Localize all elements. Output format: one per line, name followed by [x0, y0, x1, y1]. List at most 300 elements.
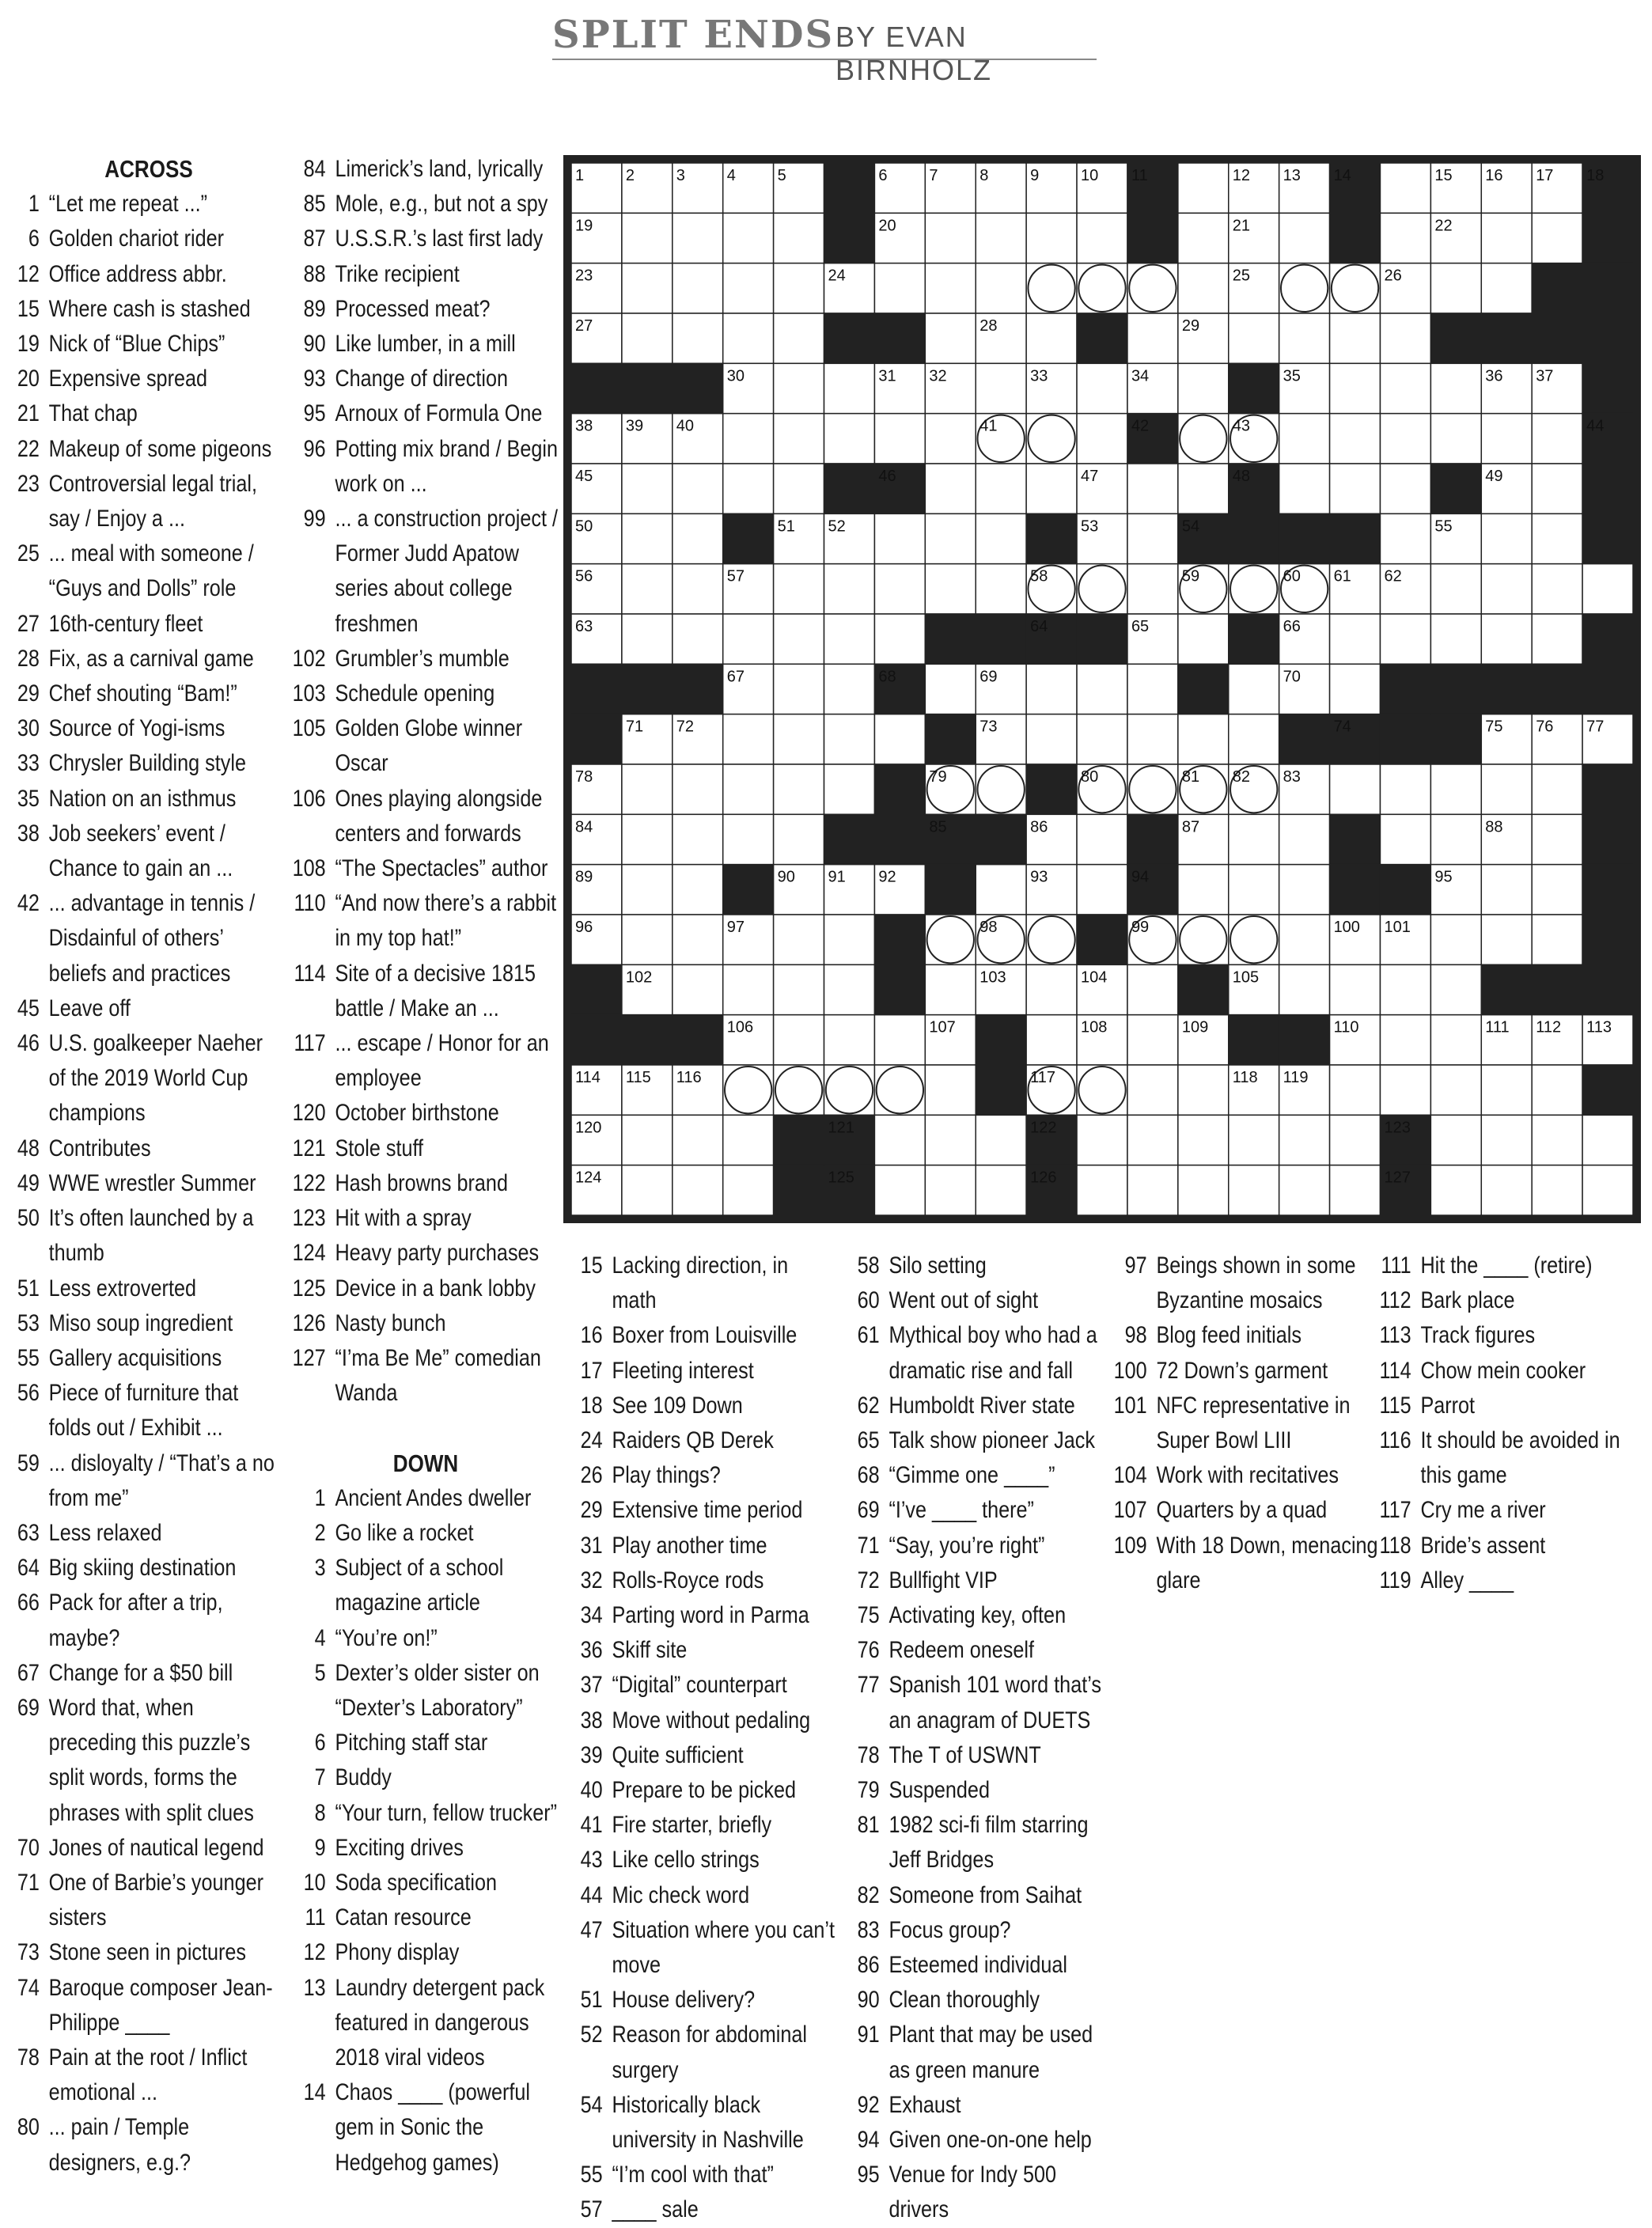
grid-cell[interactable]	[774, 614, 824, 664]
clue-item[interactable]	[14, 1341, 283, 1376]
grid-cell[interactable]	[673, 464, 723, 513]
grid-cell[interactable]	[1077, 714, 1127, 764]
clue-item[interactable]	[845, 1983, 1114, 2018]
clue-item[interactable]	[291, 1201, 560, 1236]
grid-cell[interactable]	[622, 213, 673, 263]
clue-item[interactable]	[14, 1446, 283, 1516]
grid-cell[interactable]	[976, 865, 1026, 915]
grid-cell[interactable]	[1481, 1115, 1532, 1165]
grid-cell[interactable]	[622, 915, 673, 964]
clue-item[interactable]	[568, 1458, 835, 1493]
clue-item[interactable]	[845, 2158, 1114, 2227]
grid-cell[interactable]	[1532, 464, 1582, 513]
grid-cell[interactable]	[673, 313, 723, 363]
clue-item[interactable]	[845, 1633, 1114, 1668]
grid-cell[interactable]	[1178, 213, 1229, 263]
grid-cell[interactable]	[774, 263, 824, 313]
grid-cell[interactable]	[1127, 764, 1178, 814]
clue-item[interactable]	[14, 1026, 283, 1131]
clue-item[interactable]	[14, 886, 283, 991]
grid-cell[interactable]	[1532, 865, 1582, 915]
clue-item[interactable]	[14, 782, 283, 817]
clue-item[interactable]	[845, 1948, 1114, 1983]
grid-cell[interactable]	[1330, 414, 1381, 464]
grid-cell[interactable]	[874, 1115, 925, 1165]
grid-cell[interactable]	[1178, 263, 1229, 313]
grid-cell[interactable]	[1532, 1165, 1582, 1215]
clue-item[interactable]	[14, 746, 283, 781]
grid-cell[interactable]	[925, 414, 976, 464]
grid-cell[interactable]	[1127, 313, 1178, 363]
grid-cell[interactable]	[774, 313, 824, 363]
grid-cell[interactable]	[1229, 664, 1279, 714]
clue-item[interactable]	[14, 1271, 283, 1306]
grid-cell[interactable]	[723, 414, 774, 464]
grid-cell[interactable]	[673, 513, 723, 563]
grid-cell[interactable]	[1127, 1115, 1178, 1165]
grid-cell[interactable]	[1178, 1065, 1229, 1115]
clue-item[interactable]	[14, 1201, 283, 1271]
grid-cell[interactable]	[1481, 213, 1532, 263]
grid-cell[interactable]	[723, 964, 774, 1014]
grid-cell[interactable]	[824, 664, 875, 714]
grid-cell[interactable]	[673, 764, 723, 814]
grid-cell[interactable]	[824, 915, 875, 964]
grid-cell[interactable]	[1127, 1165, 1178, 1215]
clue-item[interactable]	[568, 1808, 835, 1843]
clue-item[interactable]	[291, 1096, 560, 1131]
clue-item[interactable]	[568, 1598, 835, 1633]
clue-item[interactable]	[14, 1935, 283, 1970]
grid-cell[interactable]	[1077, 363, 1127, 413]
clue-item[interactable]	[14, 2110, 283, 2180]
clue-item[interactable]	[291, 222, 560, 256]
clue-item[interactable]	[14, 1656, 283, 1691]
grid-cell[interactable]	[774, 414, 824, 464]
grid-cell[interactable]	[1380, 464, 1430, 513]
clue-item[interactable]	[845, 1423, 1114, 1458]
grid-cell[interactable]	[723, 213, 774, 263]
clue-item[interactable]	[291, 1726, 560, 1760]
clue-item[interactable]	[291, 1796, 560, 1831]
clue-item[interactable]	[291, 502, 560, 642]
clue-item[interactable]	[14, 327, 283, 362]
grid-cell[interactable]	[622, 313, 673, 363]
clue-item[interactable]	[568, 2158, 835, 2192]
grid-cell[interactable]	[1430, 1115, 1481, 1165]
grid-cell[interactable]	[1532, 564, 1582, 614]
grid-cell[interactable]	[1481, 865, 1532, 915]
grid-cell[interactable]	[1330, 263, 1381, 313]
grid-cell[interactable]	[1582, 1115, 1633, 1165]
grid-cell[interactable]	[925, 464, 976, 513]
grid-cell[interactable]	[874, 414, 925, 464]
grid-cell[interactable]	[1178, 163, 1229, 213]
clue-item[interactable]	[1377, 1249, 1642, 1283]
grid-cell[interactable]	[1127, 464, 1178, 513]
clue-item[interactable]	[1112, 1493, 1381, 1528]
grid-cell[interactable]	[1330, 764, 1381, 814]
clue-item[interactable]	[291, 1831, 560, 1866]
clue-item[interactable]	[845, 2123, 1114, 2158]
clue-item[interactable]	[291, 152, 560, 187]
grid-cell[interactable]	[1127, 513, 1178, 563]
grid-cell[interactable]	[1380, 1015, 1430, 1065]
clue-item[interactable]	[291, 676, 560, 711]
clue-item[interactable]	[845, 1493, 1114, 1528]
grid-cell[interactable]	[925, 1065, 976, 1115]
grid-cell[interactable]	[1077, 263, 1127, 313]
clue-item[interactable]	[291, 886, 560, 956]
grid-cell[interactable]	[1077, 814, 1127, 864]
clue-item[interactable]	[568, 1354, 835, 1389]
clue-item[interactable]	[291, 1026, 560, 1096]
clue-item[interactable]	[1377, 1423, 1642, 1493]
grid-cell[interactable]	[874, 263, 925, 313]
grid-cell[interactable]	[1178, 1115, 1229, 1165]
grid-cell[interactable]	[1532, 915, 1582, 964]
clue-item[interactable]	[291, 1551, 560, 1620]
grid-cell[interactable]	[1229, 814, 1279, 864]
grid-cell[interactable]	[1481, 915, 1532, 964]
clue-item[interactable]	[291, 1656, 560, 1726]
grid-cell[interactable]	[1481, 764, 1532, 814]
grid-cell[interactable]	[976, 363, 1026, 413]
clue-item[interactable]	[845, 1598, 1114, 1633]
clue-item[interactable]	[291, 1935, 560, 1970]
grid-cell[interactable]	[1077, 1115, 1127, 1165]
clue-item[interactable]	[1377, 1493, 1642, 1528]
clue-item[interactable]	[14, 2040, 283, 2110]
grid-cell[interactable]	[1127, 263, 1178, 313]
clue-item[interactable]	[14, 642, 283, 676]
clue-item[interactable]	[845, 1773, 1114, 1808]
clue-item[interactable]	[14, 432, 283, 467]
grid-cell[interactable]	[1229, 564, 1279, 614]
grid-cell[interactable]	[1178, 363, 1229, 413]
clue-item[interactable]	[568, 1389, 835, 1423]
clue-item[interactable]	[1112, 1318, 1381, 1353]
clue-item[interactable]	[291, 1760, 560, 1795]
grid-cell[interactable]	[1481, 414, 1532, 464]
clue-item[interactable]	[291, 957, 560, 1026]
clue-item[interactable]	[291, 1341, 560, 1411]
grid-cell[interactable]	[1127, 664, 1178, 714]
grid-cell[interactable]	[1430, 915, 1481, 964]
clue-item[interactable]	[845, 1808, 1114, 1878]
clue-item[interactable]	[14, 1131, 283, 1166]
grid-cell[interactable]	[1026, 213, 1077, 263]
grid-cell[interactable]	[622, 513, 673, 563]
grid-cell[interactable]	[673, 1165, 723, 1215]
grid-cell[interactable]	[1380, 513, 1430, 563]
clue-item[interactable]	[291, 432, 560, 502]
grid-cell[interactable]	[723, 464, 774, 513]
grid-cell[interactable]	[1330, 964, 1381, 1014]
clue-item[interactable]	[845, 1913, 1114, 1948]
grid-cell[interactable]	[1430, 1065, 1481, 1115]
clue-item[interactable]	[291, 1971, 560, 2076]
grid-cell[interactable]	[1127, 1015, 1178, 1065]
grid-cell[interactable]	[874, 564, 925, 614]
clue-item[interactable]	[568, 1249, 835, 1318]
grid-cell[interactable]	[1178, 464, 1229, 513]
clue-item[interactable]	[568, 1423, 835, 1458]
clue-item[interactable]	[291, 362, 560, 396]
grid-cell[interactable]	[774, 1015, 824, 1065]
grid-cell[interactable]	[1532, 513, 1582, 563]
grid-cell[interactable]	[1532, 614, 1582, 664]
grid-cell[interactable]	[774, 964, 824, 1014]
grid-cell[interactable]	[1077, 1165, 1127, 1215]
clue-item[interactable]	[14, 1516, 283, 1551]
grid-cell[interactable]	[925, 1165, 976, 1215]
clue-item[interactable]	[291, 1516, 560, 1551]
grid-cell[interactable]	[925, 964, 976, 1014]
clue-item[interactable]	[1377, 1283, 1642, 1318]
clue-item[interactable]	[14, 396, 283, 431]
grid-cell[interactable]	[1582, 1165, 1633, 1215]
clue-item[interactable]	[14, 817, 283, 886]
clue-item[interactable]	[568, 1529, 835, 1563]
grid-cell[interactable]	[723, 814, 774, 864]
grid-cell[interactable]	[874, 513, 925, 563]
grid-cell[interactable]	[723, 1065, 774, 1115]
grid-cell[interactable]	[723, 1165, 774, 1215]
clue-item[interactable]	[291, 2075, 560, 2181]
grid-cell[interactable]	[976, 213, 1026, 263]
clue-item[interactable]	[14, 1586, 283, 1655]
grid-cell[interactable]	[1229, 714, 1279, 764]
clue-item[interactable]	[845, 1668, 1114, 1737]
grid-cell[interactable]	[1330, 664, 1381, 714]
grid-cell[interactable]	[1026, 714, 1077, 764]
grid-cell[interactable]	[1229, 865, 1279, 915]
grid-cell[interactable]	[622, 865, 673, 915]
grid-cell[interactable]	[1178, 1165, 1229, 1215]
clue-item[interactable]	[845, 1389, 1114, 1423]
grid-cell[interactable]	[1279, 263, 1330, 313]
grid-cell[interactable]	[1026, 964, 1077, 1014]
clue-item[interactable]	[1112, 1354, 1381, 1389]
clue-item[interactable]	[845, 1283, 1114, 1318]
grid-cell[interactable]	[1127, 964, 1178, 1014]
grid-cell[interactable]	[1430, 263, 1481, 313]
grid-cell[interactable]	[824, 614, 875, 664]
clue-item[interactable]	[291, 327, 560, 362]
clue-item[interactable]	[291, 396, 560, 431]
grid-cell[interactable]	[1380, 363, 1430, 413]
grid-cell[interactable]	[824, 764, 875, 814]
clue-item[interactable]	[14, 1306, 283, 1341]
grid-cell[interactable]	[774, 915, 824, 964]
grid-cell[interactable]	[1279, 1165, 1330, 1215]
grid-cell[interactable]	[874, 1015, 925, 1065]
grid-cell[interactable]	[622, 1165, 673, 1215]
grid-cell[interactable]	[824, 714, 875, 764]
grid-cell[interactable]	[1026, 313, 1077, 363]
grid-cell[interactable]	[1178, 915, 1229, 964]
grid-cell[interactable]	[1279, 213, 1330, 263]
grid-cell[interactable]	[1481, 263, 1532, 313]
grid-cell[interactable]	[1279, 414, 1330, 464]
clue-item[interactable]	[568, 1703, 835, 1738]
grid-cell[interactable]	[1279, 915, 1330, 964]
clue-item[interactable]	[1112, 1389, 1381, 1458]
grid-cell[interactable]	[1279, 1115, 1330, 1165]
grid-cell[interactable]	[925, 313, 976, 363]
grid-cell[interactable]	[1330, 464, 1381, 513]
grid-cell[interactable]	[1330, 1065, 1381, 1115]
grid-cell[interactable]	[673, 213, 723, 263]
grid-cell[interactable]	[774, 564, 824, 614]
clue-item[interactable]	[1112, 1529, 1381, 1598]
grid-cell[interactable]	[1279, 814, 1330, 864]
clue-item[interactable]	[291, 257, 560, 292]
clue-item[interactable]	[845, 2088, 1114, 2123]
grid-cell[interactable]	[774, 363, 824, 413]
grid-cell[interactable]	[1380, 614, 1430, 664]
grid-cell[interactable]	[673, 915, 723, 964]
grid-cell[interactable]	[976, 263, 1026, 313]
grid-cell[interactable]	[1077, 1065, 1127, 1115]
clue-item[interactable]	[845, 1738, 1114, 1773]
grid-cell[interactable]	[1127, 714, 1178, 764]
grid-cell[interactable]	[1380, 814, 1430, 864]
grid-cell[interactable]	[774, 664, 824, 714]
grid-cell[interactable]	[1330, 614, 1381, 664]
clue-item[interactable]	[291, 1900, 560, 1935]
grid-cell[interactable]	[1026, 915, 1077, 964]
grid-cell[interactable]	[723, 313, 774, 363]
grid-cell[interactable]	[1380, 964, 1430, 1014]
grid-cell[interactable]	[1481, 614, 1532, 664]
clue-item[interactable]	[291, 1271, 560, 1306]
clue-item[interactable]	[14, 676, 283, 711]
grid-cell[interactable]	[925, 263, 976, 313]
grid-cell[interactable]	[976, 764, 1026, 814]
grid-cell[interactable]	[874, 714, 925, 764]
clue-item[interactable]	[14, 711, 283, 746]
grid-cell[interactable]	[1430, 1165, 1481, 1215]
clue-item[interactable]	[1377, 1354, 1642, 1389]
clue-item[interactable]	[845, 1529, 1114, 1563]
clue-item[interactable]	[291, 292, 560, 327]
grid-cell[interactable]	[723, 714, 774, 764]
grid-cell[interactable]	[976, 1115, 1026, 1165]
clue-item[interactable]	[568, 2018, 835, 2087]
clue-item[interactable]	[14, 187, 283, 222]
clue-item[interactable]	[568, 1668, 835, 1703]
clue-item[interactable]	[291, 642, 560, 676]
clue-item[interactable]	[291, 1481, 560, 1516]
crossword-grid[interactable]	[563, 155, 1641, 1223]
grid-cell[interactable]	[824, 1065, 875, 1115]
clue-item[interactable]	[291, 711, 560, 781]
clue-item[interactable]	[14, 467, 283, 536]
grid-cell[interactable]	[673, 614, 723, 664]
grid-cell[interactable]	[874, 1165, 925, 1215]
grid-cell[interactable]	[622, 263, 673, 313]
grid-cell[interactable]	[1481, 513, 1532, 563]
grid-cell[interactable]	[1229, 915, 1279, 964]
clue-item[interactable]	[14, 1166, 283, 1201]
grid-cell[interactable]	[874, 1065, 925, 1115]
grid-cell[interactable]	[1380, 1065, 1430, 1115]
clue-item[interactable]	[568, 1633, 835, 1668]
grid-cell[interactable]	[1178, 714, 1229, 764]
grid-cell[interactable]	[1380, 313, 1430, 363]
grid-cell[interactable]	[673, 814, 723, 864]
grid-cell[interactable]	[622, 614, 673, 664]
clue-item[interactable]	[14, 1691, 283, 1831]
grid-cell[interactable]	[774, 464, 824, 513]
grid-cell[interactable]	[622, 1115, 673, 1165]
grid-cell[interactable]	[1532, 764, 1582, 814]
clue-item[interactable]	[291, 1621, 560, 1656]
grid-cell[interactable]	[774, 1065, 824, 1115]
grid-cell[interactable]	[976, 1165, 1026, 1215]
clue-item[interactable]	[291, 1131, 560, 1166]
grid-cell[interactable]	[874, 614, 925, 664]
grid-cell[interactable]	[1430, 564, 1481, 614]
grid-cell[interactable]	[1127, 1065, 1178, 1115]
grid-cell[interactable]	[1178, 414, 1229, 464]
grid-cell[interactable]	[1430, 814, 1481, 864]
grid-cell[interactable]	[1077, 865, 1127, 915]
clue-item[interactable]	[845, 1318, 1114, 1388]
grid-cell[interactable]	[1532, 213, 1582, 263]
clue-item[interactable]	[568, 1738, 835, 1773]
clue-item[interactable]	[568, 1318, 835, 1353]
grid-cell[interactable]	[925, 564, 976, 614]
grid-cell[interactable]	[1330, 313, 1381, 363]
clue-item[interactable]	[14, 222, 283, 256]
clue-item[interactable]	[568, 1983, 835, 2018]
grid-cell[interactable]	[1380, 414, 1430, 464]
grid-cell[interactable]	[925, 513, 976, 563]
grid-cell[interactable]	[774, 714, 824, 764]
grid-cell[interactable]	[1279, 464, 1330, 513]
grid-cell[interactable]	[1330, 363, 1381, 413]
grid-cell[interactable]	[1430, 964, 1481, 1014]
clue-item[interactable]	[1377, 1563, 1642, 1598]
clue-item[interactable]	[14, 292, 283, 327]
clue-item[interactable]	[845, 2018, 1114, 2087]
grid-cell[interactable]	[723, 1115, 774, 1165]
grid-cell[interactable]	[1127, 564, 1178, 614]
clue-item[interactable]	[291, 1866, 560, 1900]
clue-item[interactable]	[1377, 1318, 1642, 1353]
grid-cell[interactable]	[673, 865, 723, 915]
grid-cell[interactable]	[1430, 414, 1481, 464]
grid-cell[interactable]	[1026, 414, 1077, 464]
grid-cell[interactable]	[1330, 1165, 1381, 1215]
grid-cell[interactable]	[622, 764, 673, 814]
grid-cell[interactable]	[1430, 1015, 1481, 1065]
clue-item[interactable]	[568, 2088, 835, 2158]
clue-item[interactable]	[291, 851, 560, 886]
grid-cell[interactable]	[1380, 764, 1430, 814]
clue-item[interactable]	[291, 187, 560, 222]
grid-cell[interactable]	[1279, 865, 1330, 915]
clue-item[interactable]	[14, 1831, 283, 1866]
grid-cell[interactable]	[824, 964, 875, 1014]
grid-cell[interactable]	[1430, 614, 1481, 664]
grid-cell[interactable]	[1077, 664, 1127, 714]
grid-cell[interactable]	[1330, 1115, 1381, 1165]
grid-cell[interactable]	[976, 513, 1026, 563]
